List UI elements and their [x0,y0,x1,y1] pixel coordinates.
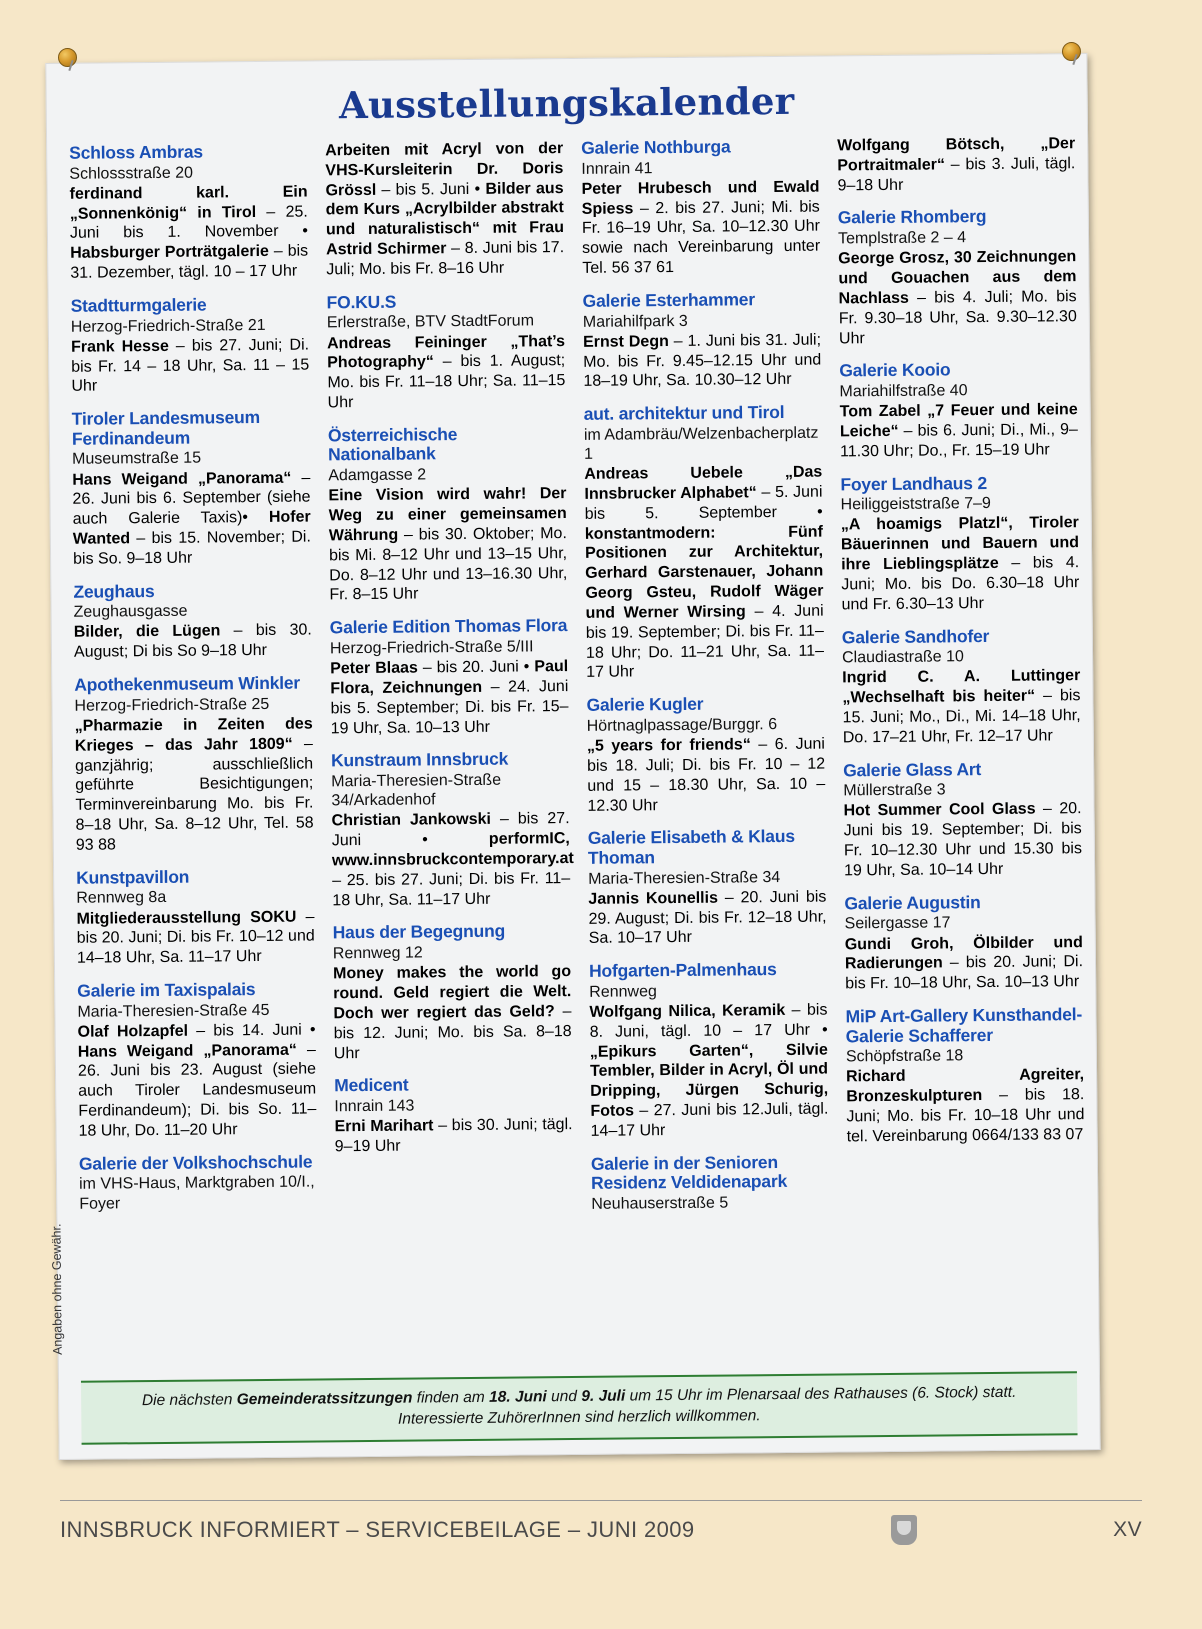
calendar-entry [330,616,569,738]
entry-title: Galerie in der Senioren Residenz Veldidenapark [590,1151,788,1194]
entry-address: Museumstraße 15 [72,449,202,469]
entry-address: Innrain 143 [334,1097,415,1116]
column-1 [69,142,317,1227]
calendar-entry [586,694,825,816]
entry-title: Galerie Kooio [839,359,951,381]
entry-title: Galerie Nothburga [581,136,731,158]
entry-body: Peter Hrubesch und Ewald Spiess – 2. bis 27. Juni; Mi. bis Fr. 16–19 Uhr, Sa. 10–12.30 Uhr sowie nach Vereinbarung unter Tel. 56 37 61 [581,178,821,277]
entry-address: Herzog-Friedrich-Straße 5/III [329,638,534,658]
entry-body: Money makes the world go round. Geld regiert die Welt. Doch wer regiert das Geld? – bis 12. Juni; Mo. bis Sa. 8–18 Uhr [332,963,572,1062]
entry-address: Maria-Theresien-Straße 34 [588,868,781,888]
entry-title: FO.KU.S [326,291,397,313]
entry-body: George Grosz, 30 Zeichnungen und Gouachen aus dem Nachlass – bis 4. Juli; Mo. bis Fr. 9.30–18 Uhr, Sa. 9.30–12.30 Uhr [838,248,1077,348]
calendar-entry-continued [837,134,1076,196]
entry-address: Templstraße 2 – 4 [837,229,967,248]
calendar-entry [71,294,310,397]
entry-address: Schöpfstraße 18 [845,1047,964,1066]
calendar-entry [74,674,314,856]
council-notice-line2: Interessierte ZuhörerInnen sind herzlich willkommen. [397,1406,761,1428]
entry-address: im Adambräu/Welzenbacherplatz 1 [583,424,819,463]
calendar-entry [73,580,312,663]
page-number: XV [1113,1518,1142,1541]
entry-body: Jannis Kounellis – 20. Juni bis 29. August; Di. bis Fr. 12–18 Uhr, Sa. 10–17 Uhr [588,888,827,948]
calendar-entry [581,137,820,279]
calendar-entry [79,1152,318,1213]
entry-title: Kunstpavillon [76,866,190,888]
calendar-entry [589,960,829,1142]
entry-title: Apothekenmuseum Winkler [74,672,301,695]
entry-title: Galerie Glass Art [843,758,982,781]
entry-title: Österreichische Nationalbank [327,423,458,465]
entry-address: Heiliggeiststraße 7–9 [840,495,991,514]
page-title: Ausstellungskalender [338,78,795,128]
entry-title: Hofgarten-Palmenhaus [588,959,777,982]
entry-body: Hot Summer Cool Glass – 20. Juni bis 19. September; Di. bis Fr. 10–12.30 Uhr und 15.30 bis 19 Uhr, Sa. 10–14 Uhr [843,800,1082,880]
entry-address: Zeughausgasse [73,602,188,622]
entry-address: Erlerstraße, BTV StadtForum [326,312,535,332]
entry-title: Galerie der Volkshochschule [78,1151,313,1174]
entry-address: Claudiastraße 10 [841,648,964,667]
entry-address: Herzog-Friedrich-Straße 21 [70,316,266,336]
calendar-entry [588,827,827,949]
entry-title: Stadtturmgalerie [70,294,207,316]
entry-title: Galerie Esterhammer [582,289,755,311]
entry-address: im VHS-Haus, Marktgraben 10/I., Foyer [79,1173,315,1213]
footer-title: INNSBRUCK INFORMIERT – SERVICEBEILAGE – JUNI 2009 [60,1517,695,1542]
notice-text: Die nächsten [141,1391,237,1410]
entry-body: Wolfgang Nilica, Keramik – bis 8. Juni, tägl. 10 – 17 Uhr • „Epikurs Garten“, Silvie Tembler, Bilder in Acryl, Öl und Dripping, Jürgen Schurig, Fotos – 27. Juni bis 12.Juli, tägl. 14–17 Uhr [589,1001,829,1140]
calendar-entry [333,921,572,1063]
entry-body: „A hoamigs Platzl“, Tiroler Bäuerinnen und Bauern und ihre Lieblingsplätze – bis 4. Juni; Mo. bis Do. 6.30–18 Uhr und Fr. 6.30–13 Uhr [840,514,1080,614]
calendar-columns [69,134,1085,1232]
entry-title: Foyer Landhaus 2 [840,472,988,495]
column-3 [581,137,829,1227]
pushpin-right-icon [1062,42,1082,64]
calendar-entry [839,360,1078,463]
disclaimer-note: Angaben ohne Gewähr. [49,1223,65,1356]
entry-title: Haus der Begegnung [332,921,506,943]
entry-body: Frank Hesse – bis 27. Juni; Di. bis Fr. 14 – 18 Uhr, Sa. 11 – 15 Uhr [70,336,310,396]
entry-title: Zeughaus [73,580,155,602]
entry-title: Galerie Rhomberg [837,206,987,228]
entry-address: Mariahilfstraße 40 [839,382,968,401]
entry-title: Kunstraum Innsbruck [330,748,509,771]
entry-body: „5 years for friends“ – 6. Juni bis 18. Juli; Di. bis Fr. 10 – 12 und 15 – 18.30 Uhr, Sa. 10 – 12.30 Uhr [586,735,826,815]
entry-body: Tom Zabel „7 Feuer und keine Leiche“ – bis 6. Juni; Di., Mi., 9–11.30 Uhr; Do., Fr. 15–19 Uhr [839,401,1078,461]
calendar-entry [583,290,822,393]
pushpin-left-icon [58,48,78,70]
entry-address: Schlossstraße 20 [69,164,194,183]
calendar-entry [69,142,308,284]
entry-body: Andreas Uebele „Das Innsbrucker Alphabet“ – 5. Juni bis 5. September • konstantmodern: Fünf Positionen zur Architektur, Gerhard Garstenauer, Johann Georg Gsteu, Rudolf Wäger und Werner Wirsing – 4. Juni bis 19. September; Di. bis Fr. 11–18 Uhr; Do. 11–21 Uhr, Sa. 11–17 Uhr [584,463,825,682]
notice-text: um 15 Uhr im Plenarsaal des Rathauses (6. Stock) statt. [625,1383,1017,1405]
calendar-entry [584,403,825,683]
entry-body: Andreas Feininger „That’s Photography“ – bis 1. August; Mo. bis Fr. 11–18 Uhr; Sa. 11–15 Uhr [326,332,566,412]
entry-body: ferdinand karl. Ein „Sonnenkönig“ in Tirol – 25. Juni bis 1. November • Habsburger Porträtgalerie – bis 31. Dezember, tägl. 10 – 17 Uhr [69,183,309,282]
entry-body: Richard Agreiter, Bronzeskulpturen – bis 18. Juni; Mo. bis Fr. 10–18 Uhr und tel. Vereinbarung 0664/133 83 07 [846,1066,1085,1146]
paper-sheet [45,53,1100,1460]
entry-body: „Pharmazie in Zeiten des Krieges – das Jahr 1809“ – ganzjährig; ausschließlich geführte Besichtigungen; Terminvereinbarung Mo. bis Fr. 8–18 Uhr, Sa. 8–12 Uhr, Tel. 58 93 88 [74,715,314,854]
entry-body: Arbeiten mit Acryl von der VHS-Kursleiterin Dr. Doris Grössl – bis 5. Juni • Bilder aus dem Kurs „Acrylbilder abstrakt und naturalistisch“ mit Frau Astrid Schirmer – 8. Juni bis 17. Juli; Mo. bis Fr. 8–16 Uhr [325,140,565,279]
entry-body: Mitgliederausstellung SOKU – bis 20. Juni; Di. bis Fr. 10–12 und 14–18 Uhr, Sa. 11–17 Uhr [76,907,315,967]
entry-title: Galerie im Taxispalais [77,979,256,1001]
column-4 [837,134,1085,1160]
calendar-entry [843,759,1082,881]
entry-title: Galerie Kugler [586,694,704,716]
calendar-entry [76,866,315,969]
entry-title: Tiroler Landesmuseum Ferdinandeum [71,407,261,449]
entry-body: Gundi Groh, Ölbilder und Radierungen – bis 20. Juni; Di. bis Fr. 10–18 Uhr, Sa. 10–13 Uhr [844,933,1084,993]
entry-body: Erni Marihart – bis 30. Juni; tägl. 9–19 Uhr [334,1116,573,1156]
city-crest-icon [891,1515,917,1545]
entry-body: Wolfgang Bötsch, „Der Portraitmaler“ – bis 3. Juli, tägl. 9–18 Uhr [837,135,1076,195]
calendar-entry [838,207,1077,349]
page-footer [60,1500,1142,1545]
entry-title: Schloss Ambras [69,141,203,163]
entry-title: Galerie Augustin [844,891,981,914]
entry-body: Ernst Degn – 1. Juni bis 31. Juli; Mo. bis Fr. 9.45–12.15 Uhr und 18–19 Uhr, Sa. 10.30–12 Uhr [582,331,822,391]
entry-address: Herzog-Friedrich-Straße 25 [74,695,270,715]
entry-address: Neuhauserstraße 5 [591,1194,729,1213]
entry-address: Innrain 41 [581,159,653,178]
calendar-entry [77,979,317,1141]
entry-body: Olaf Holzapfel – bis 14. Juni • Hans Weigand „Panorama“ – 26. Juni bis 23. August (siehe auch Tiroler Landesmuseum Ferdinandeum); Di. bis So. 11–18 Uhr, Do. 11–20 Uhr [77,1021,317,1140]
notice-text: finden am [412,1388,490,1407]
entry-title: aut. architektur und Tirol [583,402,785,425]
entry-body: Christian Jankowski – bis 27. Juni • performIC, www.innsbruckcontemporary.at – 25. bis 27. Juni; Di. bis Fr. 11–18 Uhr, Sa. 11–17 Uhr [331,810,574,909]
notice-date-1: 18. Juni [489,1388,547,1406]
entry-body: Eine Vision wird wahr! Der Weg zu einer gemeinsamen Währung – bis 30. Oktober; Mo. bis Mi. 8–12 Uhr und 13–15 Uhr, Do. 8–12 Uhr und 13–16.30 Uhr, Fr. 8–15 Uhr [328,485,568,604]
calendar-entry [328,424,568,606]
notice-date-2: 9. Juli [581,1387,626,1406]
entry-title: Galerie Edition Thomas Flora [329,615,568,638]
entry-title: MiP Art-Gallery Kunsthandel-Galerie Schafferer [845,1004,1083,1047]
column-2 [325,139,573,1170]
calendar-entry [842,626,1081,748]
calendar-entry [327,291,566,413]
entry-address: Rennweg 8a [76,889,167,908]
entry-address: Adamgasse 2 [328,466,427,485]
calendar-entry-continued [325,139,564,280]
entry-address: Hörtnaglpassage/Burggr. 6 [586,715,778,735]
entry-address: Maria-Theresien-Straße 34/Arkadenhof [331,771,502,810]
entry-body: Hans Weigand „Panorama“ – 26. Juni bis 6. September (siehe auch Galerie Taxis)• Hofer Wanted – bis 15. November; Di. bis So. 9–18 Uhr [72,469,311,568]
council-notice [81,1371,1078,1444]
entry-address: Mariahilfpark 3 [582,312,688,331]
calendar-entry [845,1005,1084,1147]
entry-address: Müllerstraße 3 [843,781,946,800]
entry-body: Ingrid C. A. Luttinger „Wechselhaft bis heiter“ – bis 15. Juni; Mo., Di., Mi. 14–18 Uhr, Do. 17–21 Uhr, Fr. 12–17 Uhr [842,667,1081,747]
entry-address: Seilergasse 17 [844,914,951,933]
entry-title: Medicent [334,1074,409,1096]
calendar-entry [330,748,574,910]
calendar-entry [591,1152,830,1214]
entry-body: Peter Blaas – bis 20. Juni • Paul Flora, Zeichnungen – 24. Juni bis 5. September; Di. bis Fr. 15–19 Uhr, Sa. 10–13 Uhr [330,658,569,737]
calendar-entry [72,408,312,570]
notice-bold-subject: Gemeinderatssitzungen [236,1389,413,1409]
entry-address: Maria-Theresien-Straße 45 [77,1001,270,1021]
entry-address: Rennweg [589,983,657,1001]
calendar-entry [840,473,1079,615]
entry-title: Galerie Sandhofer [841,625,990,648]
entry-body: Bilder, die Lügen – bis 30. August; Di bis So 9–18 Uhr [73,621,312,662]
calendar-entry [334,1074,573,1157]
calendar-entry [844,892,1083,995]
entry-address: Rennweg 12 [332,944,423,963]
notice-text: und [546,1388,582,1406]
entry-title: Galerie Elisabeth & Klaus Thoman [587,826,795,868]
